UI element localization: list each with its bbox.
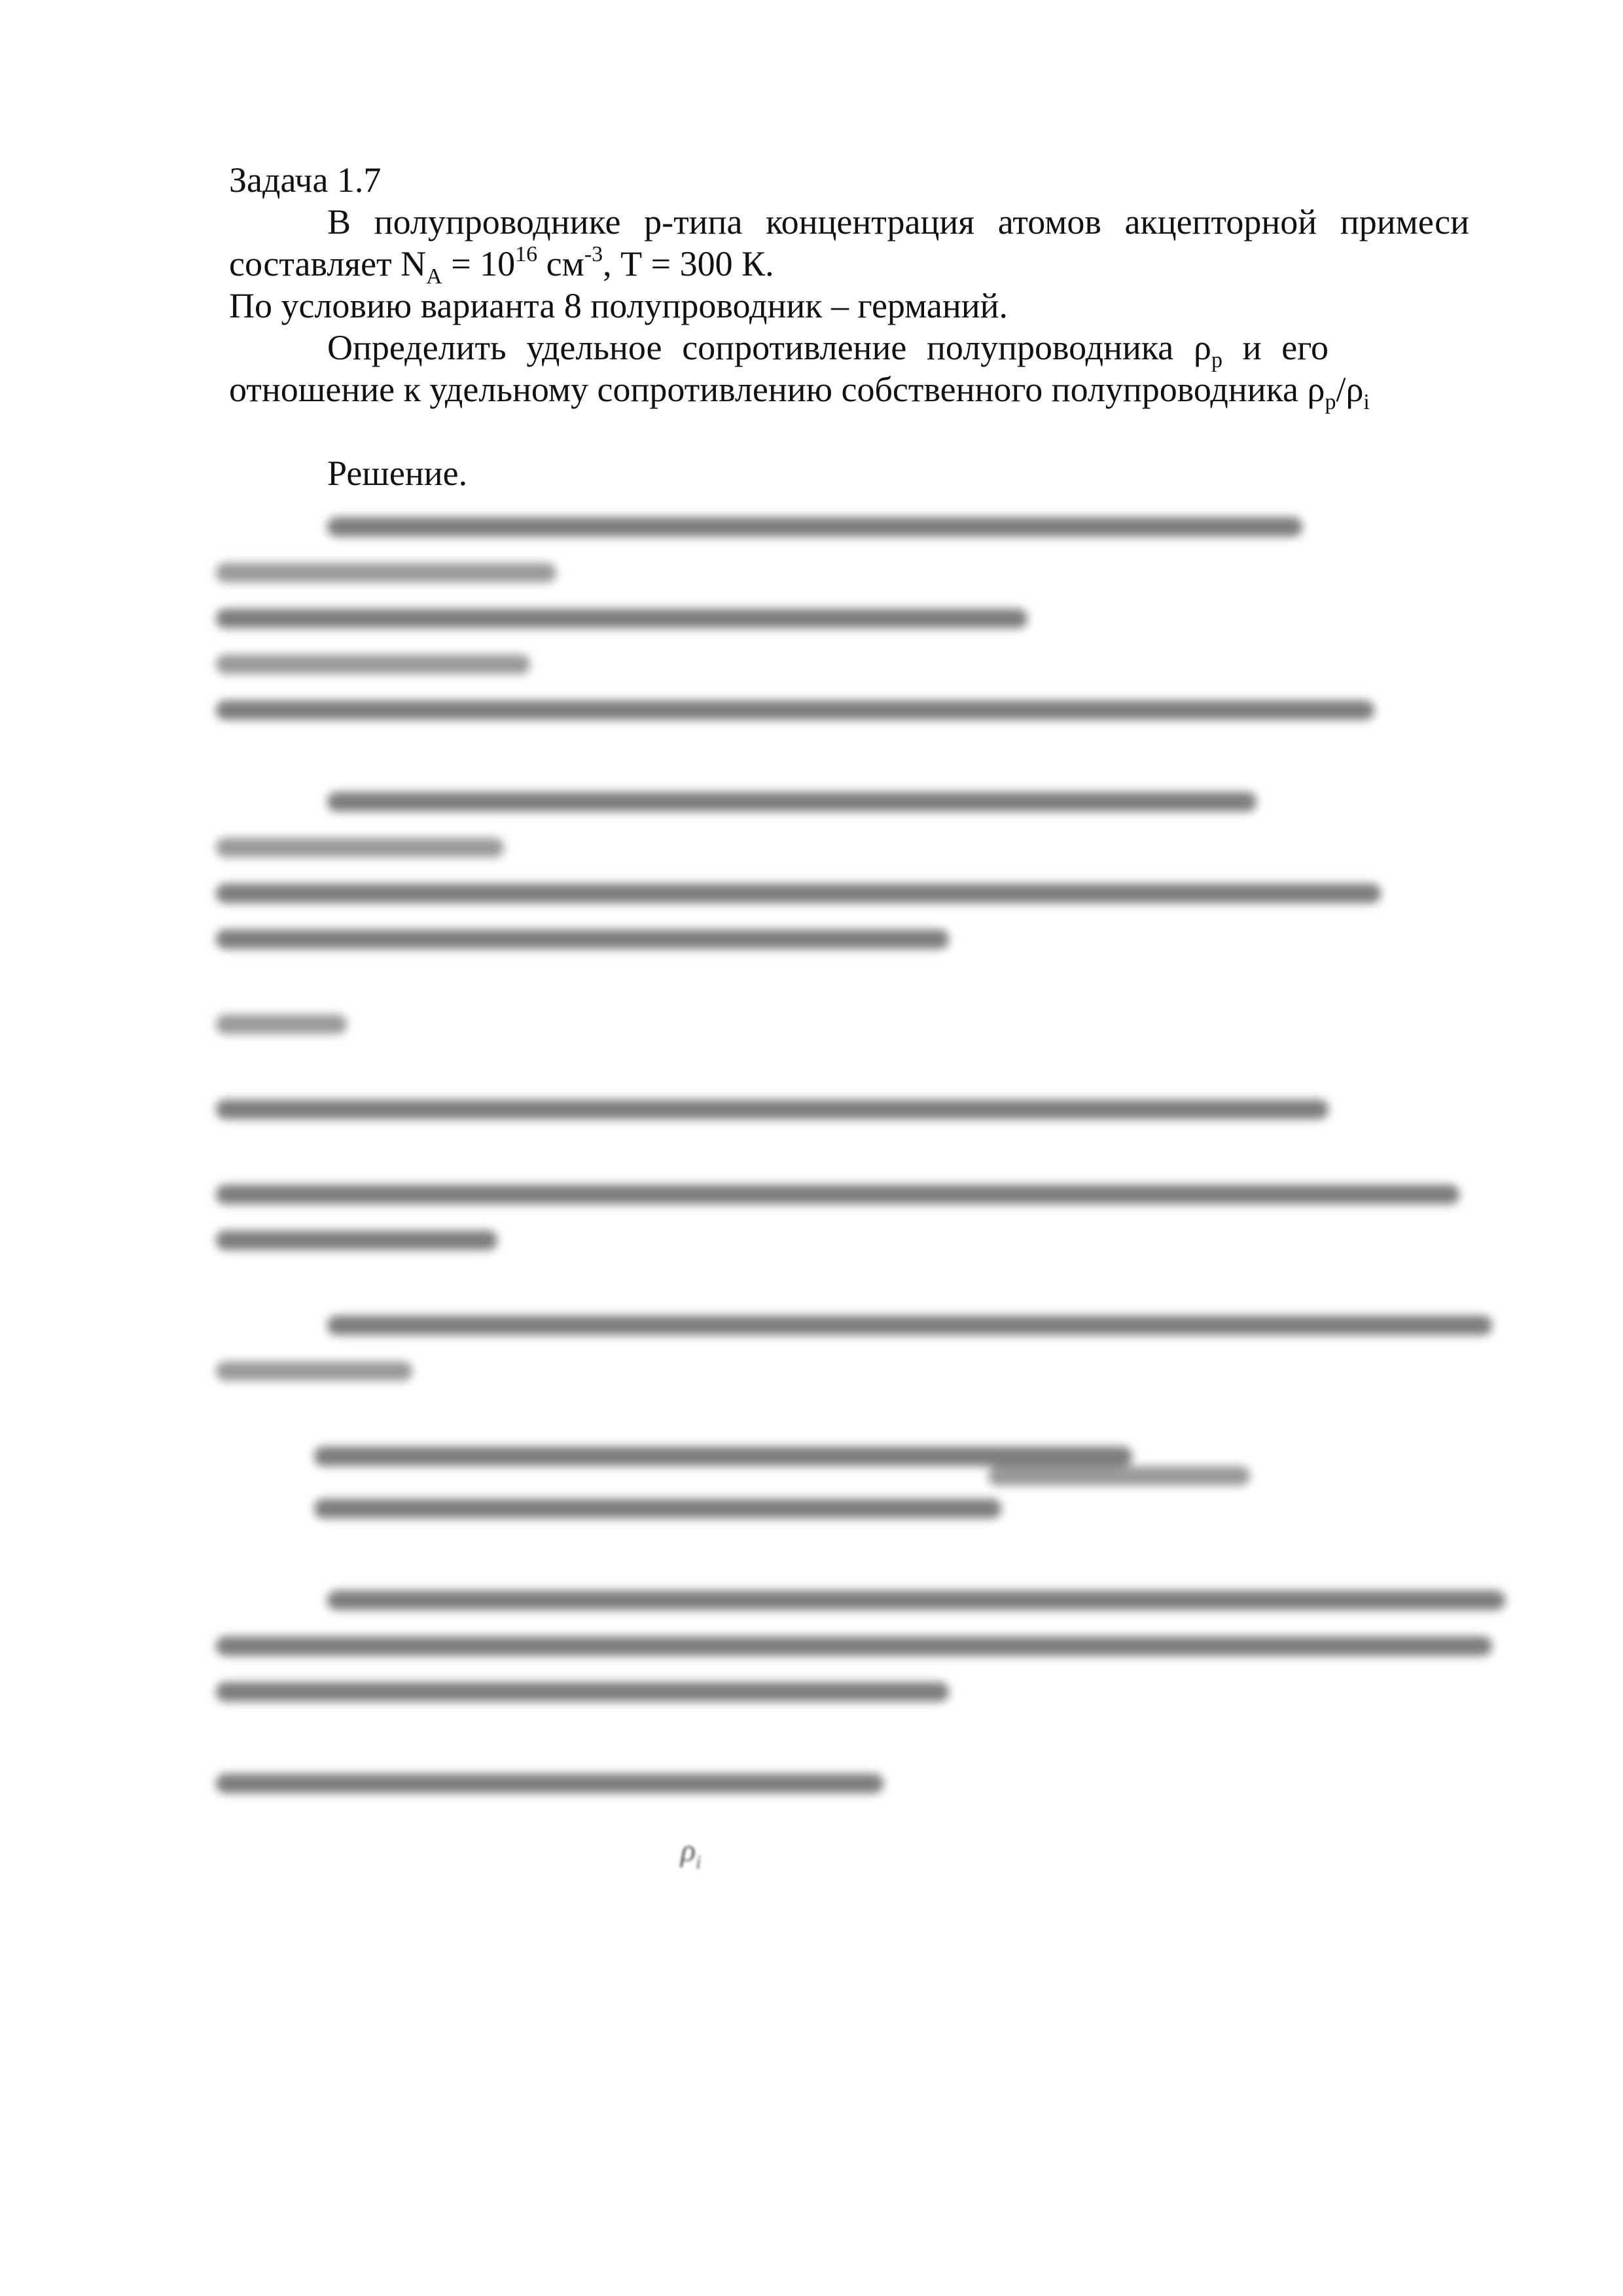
problem-text-line-3: По условию варианта 8 полупроводник – германий.: [229, 286, 1008, 325]
rho-i-fragment: $\rho_i$: [681, 1833, 702, 1873]
rho-p-subscript: p: [1211, 348, 1222, 372]
equals-ten: = 10: [442, 244, 516, 283]
exponent-minus-3: -3: [584, 242, 603, 266]
rho-i-subscript: i: [1363, 390, 1370, 414]
acceptor-subscript: A: [426, 264, 442, 289]
task-text: Определить удельное сопротивление полупроводника ρ: [327, 328, 1211, 367]
problem-text-line-5: [229, 368, 1370, 414]
concentration-label: составляет N: [229, 244, 427, 283]
exponent-16: 16: [515, 242, 538, 266]
problem-title: Задача 1.7: [229, 160, 382, 200]
problem-text-line-2: [229, 242, 774, 289]
blurred-solution-body: [216, 497, 1512, 1859]
solution-heading: Решение.: [327, 454, 468, 493]
problem-text-line-4: [327, 326, 1329, 372]
unit-cm: см: [537, 244, 584, 283]
ratio-text: отношение к удельному сопротивлению собственного полупроводника ρ: [229, 370, 1325, 409]
ratio-slash-rho: /ρ: [1336, 370, 1364, 409]
temperature-text: , Т = 300 К.: [603, 244, 774, 283]
problem-text-line-1: В полупроводнике p-типа концентрация атомов акцепторной примеси: [327, 202, 1469, 242]
task-text-end: и его: [1222, 328, 1329, 367]
rho-p-subscript-2: p: [1325, 390, 1336, 414]
